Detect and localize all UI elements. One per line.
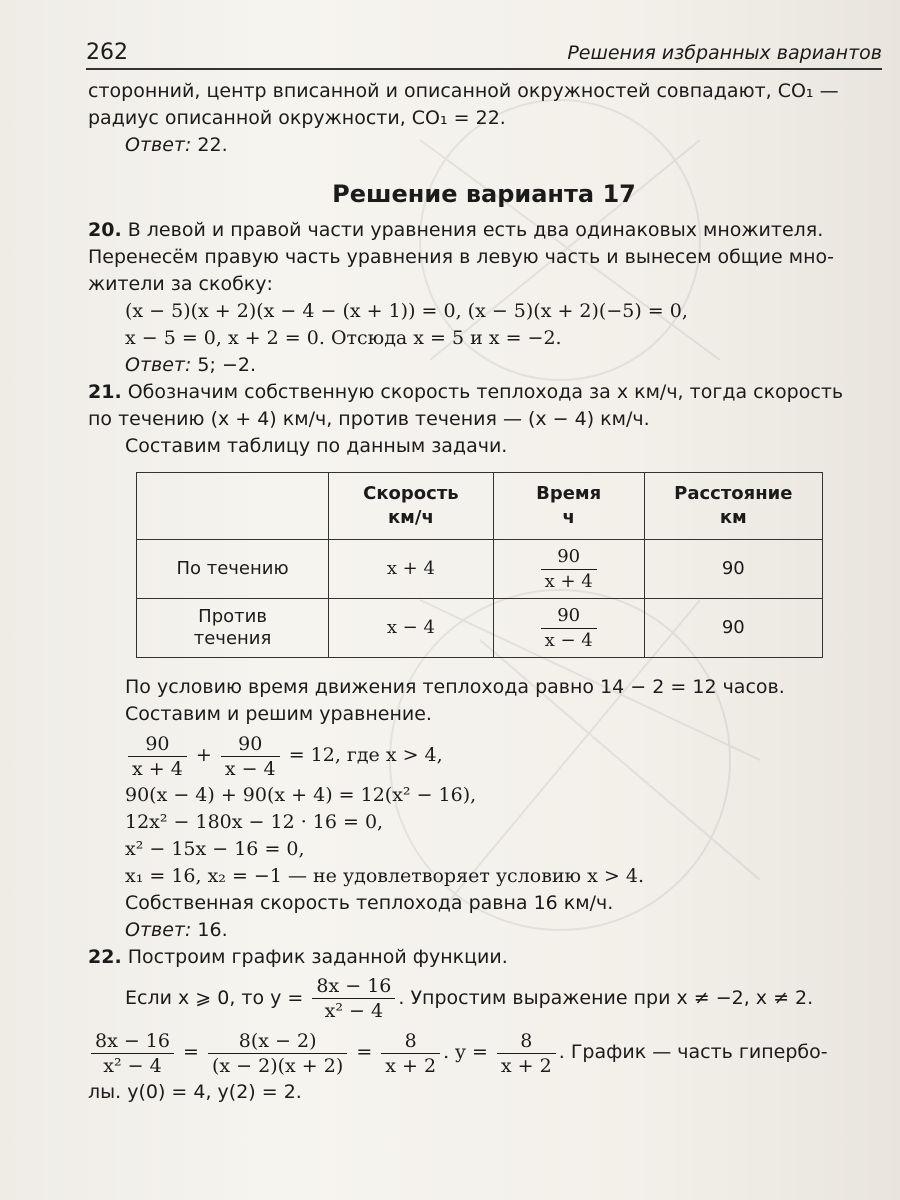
fraction: $\frac{8}{x + 2}$ bbox=[381, 1029, 440, 1078]
table-header-cell: Расстояние км bbox=[644, 473, 822, 540]
task21-line-2: по течению (x + 4) км/ч, против течения — (x − 4) км/ч. bbox=[88, 408, 650, 430]
fraction: $\frac{8x - 16}{\text{x² − 4}}$ bbox=[312, 974, 395, 1023]
task21-answer bbox=[88, 917, 880, 944]
intro-answer bbox=[88, 132, 880, 159]
intro-line-2: радиус описанной окружности, CO₁ = 22. bbox=[88, 107, 506, 129]
table-cell: По течению bbox=[137, 540, 329, 599]
fraction: $\frac{90}{x - 4}$ bbox=[541, 604, 597, 653]
task22-line-2: Если x ⩾ 0, то y = $\frac{8x - 16}{\text{x² − 4}}$ . Упростим выражение при x ≠ −2, x ≠ 2. bbox=[125, 975, 814, 1022]
task20-equation-1: (x − 5)(x + 2)(x − 4 − (x + 1)) = 0, (x − 5)(x + 2)(−5) = 0, bbox=[125, 300, 688, 322]
task20-answer bbox=[88, 352, 880, 379]
task21-text: Обозначим собственную скорость теплохода за x км/ч, тогда скорость bbox=[121, 381, 844, 403]
task22-equation: $\frac{8x - 16}{\text{x² − 4}}$ = $\frac{8(x - 2)}{(x - 2)(x + 2)}$ = $\frac{8}{x + 2}$ . y = $\frac{8}{x + 2}$ . График — часть гипербо- bbox=[88, 1025, 880, 1079]
table-cell: Против течения bbox=[137, 599, 329, 658]
task20-line-3: жители за скобку: bbox=[88, 273, 273, 295]
table-header-cell: Скорость км/ч bbox=[329, 473, 494, 540]
task21-equation-1: $\frac{90}{x + 4}$ + $\frac{90}{x - 4}$ = 12, где x > 4, bbox=[88, 728, 880, 782]
table-cell bbox=[493, 599, 644, 658]
task21-line-3: Составим таблицу по данным задачи. bbox=[125, 435, 508, 457]
task-number: 22. bbox=[88, 946, 122, 968]
task20-line-1 bbox=[88, 217, 880, 244]
page-header bbox=[86, 34, 882, 70]
task21-equation-4: x² − 15x − 16 = 0, bbox=[125, 838, 305, 860]
task-number: 20. bbox=[88, 219, 122, 241]
task20-text: В левой и правой части уравнения есть два одинаковых множителя. bbox=[121, 219, 824, 241]
table-header-row bbox=[137, 473, 823, 540]
table-row bbox=[137, 540, 823, 599]
fraction: $\frac{90}{x - 4}$ bbox=[221, 732, 280, 781]
answer-value: 5; −2. bbox=[191, 354, 257, 376]
fraction: $\frac{90}{x + 4}$ bbox=[128, 732, 187, 781]
data-table bbox=[136, 472, 823, 658]
task21-equation-2: 90(x − 4) + 90(x + 4) = 12(x² − 16), bbox=[125, 784, 477, 806]
task22-line-1 bbox=[88, 944, 880, 971]
task-number: 21. bbox=[88, 381, 122, 403]
answer-label: Ответ: bbox=[125, 919, 192, 941]
task21-line-1 bbox=[88, 379, 880, 406]
fraction: $\frac{8}{x + 2}$ bbox=[497, 1029, 556, 1078]
answer-value: 16. bbox=[191, 919, 228, 941]
table-cell: x − 4 bbox=[329, 599, 494, 658]
answer-label: Ответ: bbox=[125, 134, 192, 156]
task22-line-4: лы. y(0) = 4, y(2) = 2. bbox=[88, 1081, 302, 1103]
task21-line-6: Собственная скорость теплохода равна 16 км/ч. bbox=[125, 892, 614, 914]
table-cell: 90 bbox=[644, 599, 822, 658]
task21-line-5: Составим и решим уравнение. bbox=[125, 703, 432, 725]
task21-equation-5: x₁ = 16, x₂ = −1 — не удовлетворяет условию x > 4. bbox=[125, 865, 644, 887]
table-cell: x + 4 bbox=[329, 540, 494, 599]
table-header-cell: Время ч bbox=[493, 473, 644, 540]
table-cell: 90 bbox=[644, 540, 822, 599]
task20-line-2: Перенесём правую часть уравнения в левую часть и вынесем общие мно- bbox=[88, 246, 834, 268]
intro-line-1: сторонний, центр вписанной и описанной окружностей совпадают, CO₁ — bbox=[88, 80, 839, 102]
table-row bbox=[137, 599, 823, 658]
fraction: $\frac{8(x - 2)}{(x - 2)(x + 2)}$ bbox=[208, 1029, 347, 1078]
task22-text: Построим график заданной функции. bbox=[121, 946, 508, 968]
task21-equation-3: 12x² − 180x − 12 · 16 = 0, bbox=[125, 811, 384, 833]
page-content bbox=[88, 78, 880, 1106]
running-head: Решения избранных вариантов bbox=[567, 42, 882, 64]
task20-equation-2: x − 5 = 0, x + 2 = 0. Отсюда x = 5 и x = −2. bbox=[125, 327, 562, 349]
answer-label: Ответ: bbox=[125, 354, 192, 376]
answer-value: 22. bbox=[191, 134, 228, 156]
fraction: $\frac{8x - 16}{\text{x² − 4}}$ bbox=[91, 1029, 174, 1078]
table-header-cell bbox=[137, 473, 329, 540]
section-title: Решение варианта 17 bbox=[332, 180, 636, 208]
page-number: 262 bbox=[86, 40, 128, 65]
fraction: $\frac{90}{x + 4}$ bbox=[541, 545, 597, 594]
table-cell bbox=[493, 540, 644, 599]
task21-line-4: По условию время движения теплохода равно 14 − 2 = 12 часов. bbox=[125, 676, 785, 698]
